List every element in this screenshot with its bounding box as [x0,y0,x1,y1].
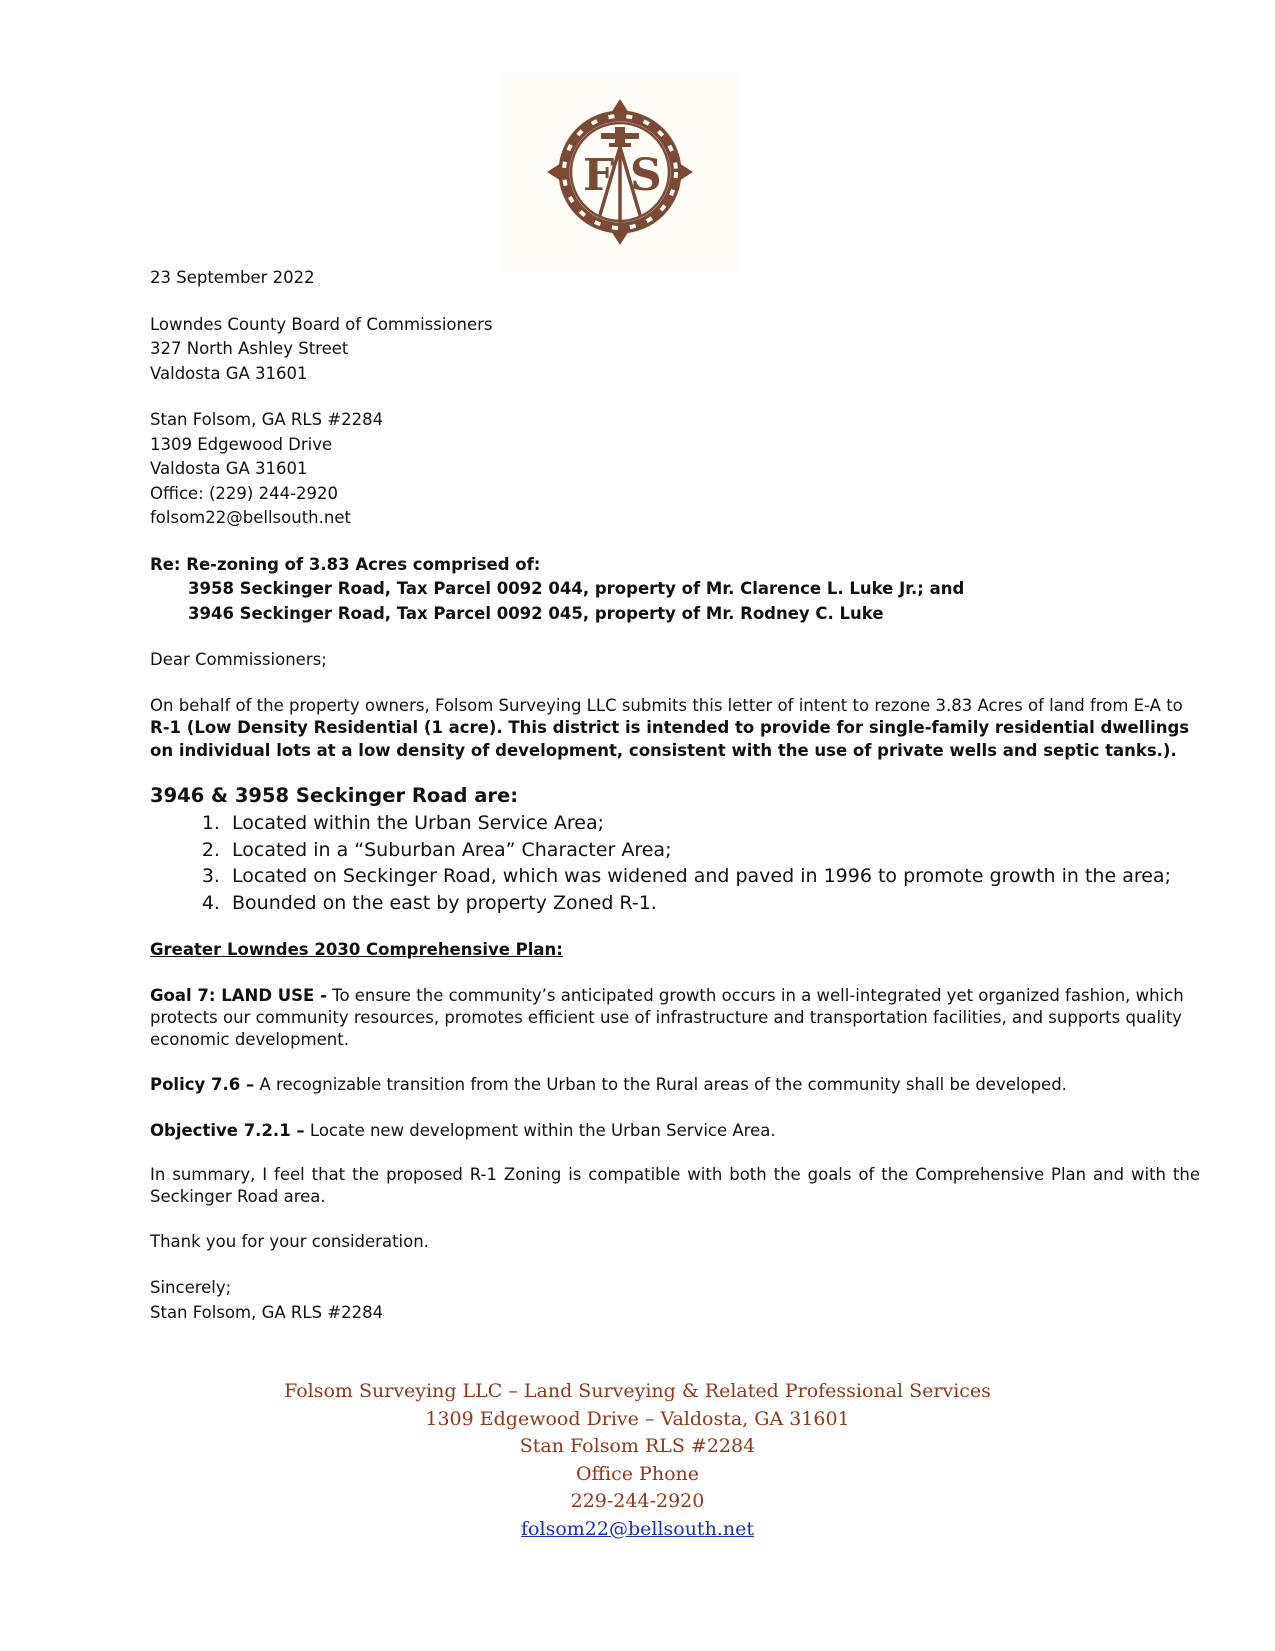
recipient-name: Lowndes County Board of Commissioners [150,314,493,334]
reasons-heading: 3946 & 3958 Seckinger Road are: [150,784,518,807]
policy-label: Policy 7.6 – [150,1074,255,1094]
letter-date: 23 September 2022 [150,268,315,287]
intro-paragraph [150,695,1200,763]
footer-company-line: Folsom Surveying LLC – Land Surveying & Related Professional Services [284,1380,991,1402]
recipient-city: Valdosta GA 31601 [150,363,308,383]
policy-text: A recognizable transition from the Urban to the Rural areas of the community shall be developed. [254,1074,1067,1094]
sender-office-phone: Office: (229) 244-2920 [150,483,339,503]
goal-paragraph [150,985,1200,1051]
re-parcel-1: 3958 Seckinger Road, Tax Parcel 0092 044, property of Mr. Clarence L. Luke Jr.; and [188,579,965,598]
re-parcel-2: 3946 Seckinger Road, Tax Parcel 0092 045, property of Mr. Rodney C. Luke [188,603,884,623]
sender-email: folsom22@bellsouth.net [150,508,351,527]
thanks-line: Thank you for your consideration. [150,1231,429,1251]
summary-paragraph: In summary, I feel that the proposed R-1 Zoning is compatible with both the goals of the Comprehensive Plan and with the Seckinger Road area. [150,1164,1200,1206]
signature: Stan Folsom, GA RLS #2284 [150,1302,384,1322]
objective-paragraph [150,1119,1200,1144]
policy-paragraph [150,1073,1200,1098]
footer-name-line: Stan Folsom RLS #2284 [519,1435,756,1457]
re-block [150,553,1200,627]
reason-item: 2. Located in a “Suburban Area” Character Area; [226,837,1200,864]
letter-body [150,266,1200,1325]
sender-block [150,408,1200,531]
reason-item: 1. Located within the Urban Service Area; [226,810,1200,837]
closing: Sincerely; [150,1278,232,1297]
objective-label: Objective 7.2.1 – [150,1121,305,1140]
re-title: Re: Re-zoning of 3.83 Acres comprised of: [150,554,541,574]
reasons-list [150,810,1200,916]
svg-text:F: F [583,150,615,201]
intro-bold-text: R-1 (Low Density Residential (1 acre). This district is intended to provide for single-family residential dwellings on individual lots at a low density of development, consistent with the use of private wells and septic tanks.). [150,718,1190,760]
recipient-block [150,313,1200,387]
reasons-section [150,782,1200,916]
reason-item: 4. Bounded on the east by property Zoned R-1. [226,890,1200,917]
sender-city: Valdosta GA 31601 [150,459,308,478]
footer-email-link[interactable]: folsom22@bellsouth.net [521,1517,754,1540]
recipient-address: 327 North Ashley Street [150,339,349,358]
reason-item: 3. Located on Seckinger Road, which was widened and paved in 1996 to promote growth in the area; [226,863,1200,890]
sender-address: 1309 Edgewood Drive [150,434,333,454]
surveyor-compass-logo-icon [545,97,695,247]
company-logo [500,72,740,272]
plan-heading: Greater Lowndes 2030 Comprehensive Plan: [150,940,563,959]
goal-label: Goal 7: LAND USE - [150,985,327,1005]
sender-name: Stan Folsom, GA RLS #2284 [150,410,384,429]
intro-text: On behalf of the property owners, Folsom Surveying LLC submits this letter of intent to rezone 3.83 Acres of land from E-A to [150,695,1183,715]
objective-text: Locate new development within the Urban Service Area. [304,1121,776,1140]
salutation: Dear Commissioners; [150,650,327,669]
svg-text:S: S [630,150,662,201]
letterhead-footer [0,1378,1275,1543]
goal-text: To ensure the community’s anticipated growth occurs in a well-integrated yet organized fashion, which protects our community resources, promotes efficient use of infrastructure and transportation facilities, and supports quality economic development. [150,985,1184,1049]
footer-phone-label: Office Phone [575,1462,700,1485]
footer-address-line: 1309 Edgewood Drive – Valdosta, GA 31601 [425,1407,850,1430]
footer-phone-number: 229-244-2920 [570,1490,705,1512]
